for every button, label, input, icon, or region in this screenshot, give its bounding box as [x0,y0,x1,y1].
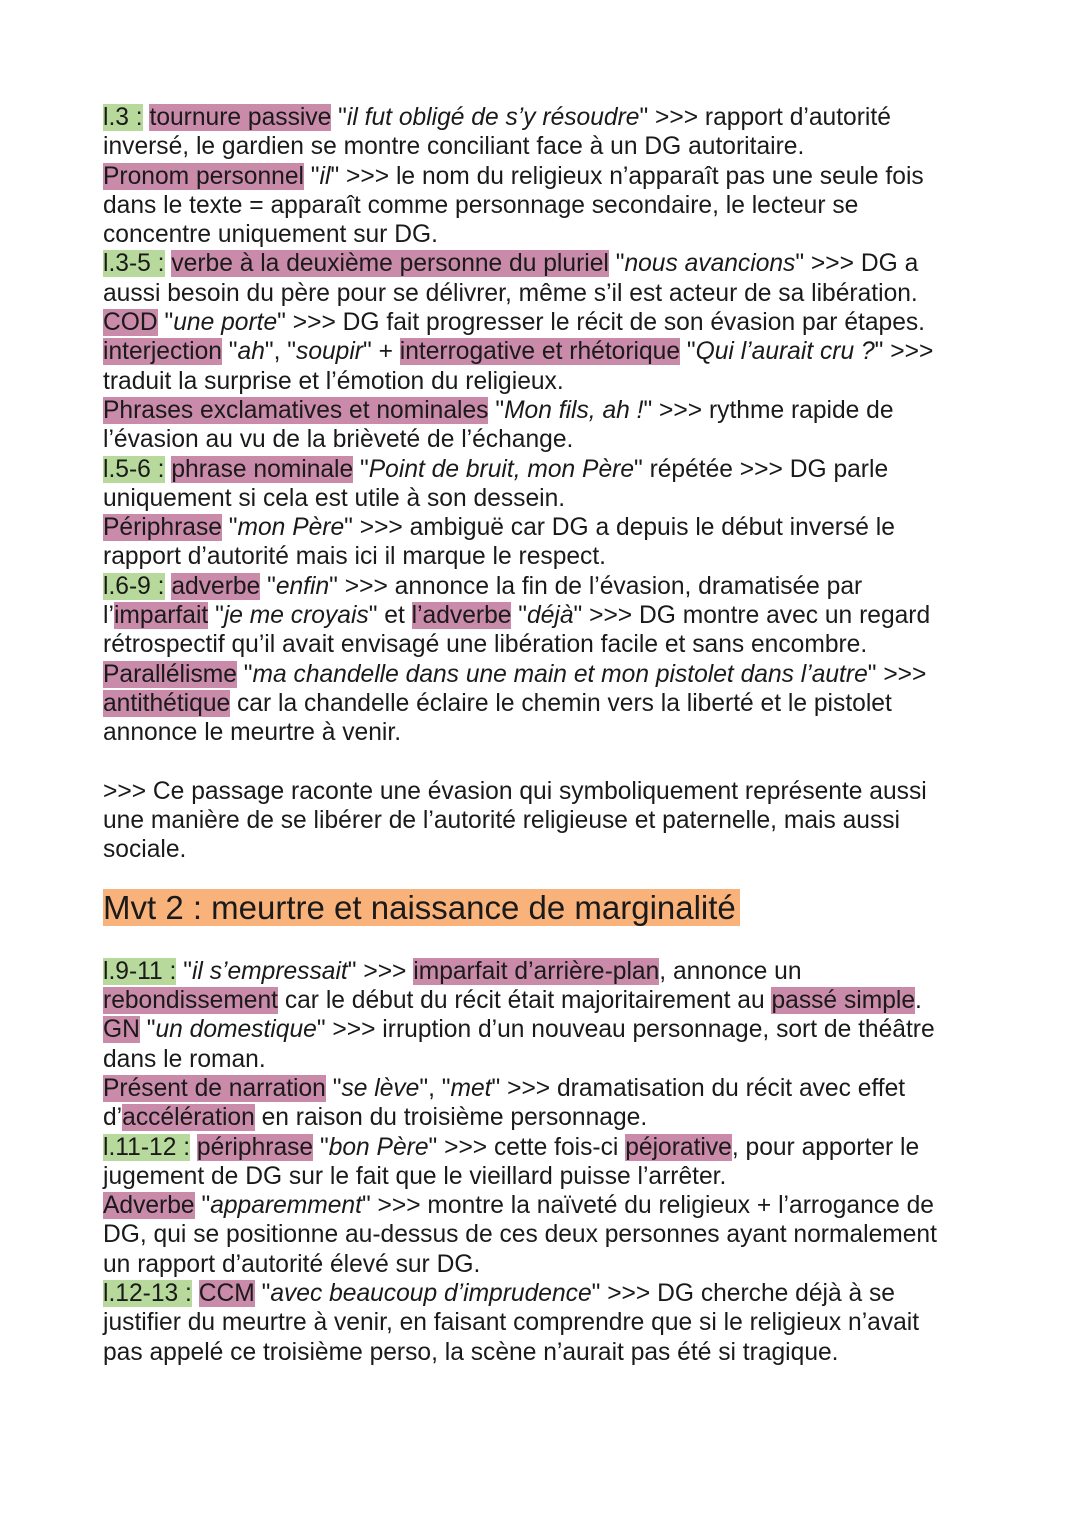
text-line: rapport d’autorité mais ici il marque le respect. [103,543,607,571]
figure-label: passé simple [771,987,916,1015]
line-reference: l.5-6 : [103,455,165,483]
text-line: l.3-5 : verbe à la deuxième personne du pluriel "nous avancions" >>> DG a [103,250,919,278]
quote: avec beaucoup d’imprudence [270,1279,592,1307]
figure-label: accélération [122,1104,255,1132]
text-line: sociale. [103,836,187,864]
figure-label: verbe à la deuxième personne du pluriel [171,250,609,278]
line-reference: l.11-12 : [103,1133,191,1161]
quote: bon Père [328,1133,429,1161]
text-line: GN "un domestique" >>> irruption d’un nouveau personnage, sort de théâtre [103,1016,935,1044]
line-reference: l.6-9 : [103,572,165,600]
text-line: d’accélération en raison du troisième personnage. [103,1104,648,1132]
figure-label: Pronom personnel [103,162,304,190]
figure-label: antithétique [103,689,231,717]
quote: déjà [527,602,574,630]
text-line: COD "une porte" >>> DG fait progresser le récit de son évasion par étapes. [103,309,926,337]
quote: il s’empressait [191,957,348,985]
quote: ah [237,338,265,366]
text-line: Adverbe "apparemment" >>> montre la naïveté du religieux + l’arrogance de [103,1192,934,1220]
figure-label: interjection [103,338,222,366]
text-line: Phrases exclamatives et nominales "Mon fils, ah !" >>> rythme rapide de [103,396,894,424]
figure-label: tournure passive [149,104,332,131]
text-line: l.5-6 : phrase nominale "Point de bruit, mon Père" répétée >>> DG parle [103,455,889,483]
quote: il fut obligé de s’y résoudre [346,104,640,131]
text-line: Présent de narration "se lève", "met" >>> dramatisation du récit avec effet [103,1074,906,1102]
line-reference: l.3 : [103,104,143,131]
figure-label: l’adverbe [411,602,512,630]
figure-label: COD [103,309,158,337]
quote: Qui l’aurait cru ? [695,338,875,366]
text-line: l.3 : tournure passive "il fut obligé de s’y résoudre" >>> rapport d’autorité [103,104,891,131]
text-line: dans le texte = apparaît comme personnage secondaire, le lecteur se [103,191,859,219]
text-line: concentre uniquement sur DG. [103,221,438,249]
line-reference: l.3-5 : [103,250,165,278]
figure-label: GN [103,1016,140,1044]
text-line: l’évasion au vu de la brièveté de l’échange. [103,426,574,454]
analysis-section-1 [103,103,983,748]
text-line: traduit la surprise et l’émotion du religieux. [103,367,564,395]
figure-label: Périphrase [103,514,222,542]
text-line: >>> Ce passage raconte une évasion qui symboliquement représente aussi [103,777,927,805]
quote: enfin [275,572,330,600]
figure-label: imparfait [113,602,209,630]
section-heading [103,887,983,929]
quote: nous avancions [624,250,796,278]
text-line: l’imparfait "je me croyais" et l’adverbe "déjà" >>> DG montre avec un regard [103,602,931,630]
quote: mon Père [237,514,345,542]
figure-label: péjorative [625,1133,732,1161]
quote: Mon fils, ah ! [504,396,644,424]
quote: une porte [173,309,278,337]
text-line: Parallélisme "ma chandelle dans une main et mon pistolet dans l’autre" >>> [103,660,927,688]
text-line: interjection "ah", "soupir" + interrogative et rhétorique "Qui l’aurait cru ?" >>> [103,338,934,366]
figure-label: CCM [198,1279,255,1307]
quote: il [319,162,331,190]
figure-label: phrase nominale [171,455,354,483]
figure-label: interrogative et rhétorique [399,338,681,366]
quote: ma chandelle dans une main et mon pistolet dans l’autre [252,660,868,688]
figure-label: Parallélisme [103,660,237,688]
text-line: l.12-13 : CCM "avec beaucoup d’imprudence" >>> DG cherche déjà à se [103,1279,895,1307]
document-page [103,103,983,1367]
text-line: l.9-11 : "il s’empressait" >>> imparfait d’arrière-plan, annonce un [103,957,802,985]
blank-line [103,748,983,777]
quote: un domestique [155,1016,317,1044]
figure-label: imparfait d’arrière-plan [413,957,660,985]
summary-paragraph [103,777,983,865]
text-line: Périphrase "mon Père" >>> ambiguë car DG a depuis le début inversé le [103,514,895,542]
text-line: l.6-9 : adverbe "enfin" >>> annonce la fin de l’évasion, dramatisée par [103,572,863,600]
text-line: antithétique car la chandelle éclaire le chemin vers la liberté et le pistolet [103,689,892,717]
figure-label: Présent de narration [103,1074,326,1102]
text-line: une manière de se libérer de l’autorité religieuse et paternelle, mais aussi [103,807,901,835]
figure-label: Phrases exclamatives et nominales [103,396,489,424]
heading-text: Mvt 2 : meurtre et naissance de marginalité [103,889,740,926]
text-line: DG, qui se positionne au-dessus de ces deux personnes ayant normalement [103,1221,937,1249]
text-line: un rapport d’autorité élevé sur DG. [103,1250,481,1278]
text-line: jugement de DG sur le fait que le vieillard puisse l’arrêter. [103,1162,727,1190]
text-line: justifier du meurtre à venir, en faisant comprendre que si le religieux n’avait [103,1309,920,1337]
line-reference: l.12-13 : [103,1279,192,1307]
quote: soupir [296,338,363,366]
figure-label: adverbe [171,572,261,600]
quote: Point de bruit, mon Père [368,455,634,483]
quote: se lève [341,1074,420,1102]
text-line: annonce le meurtre à venir. [103,719,402,747]
text-line: rétrospectif qu’il avait envisagé une libération facile et sans encombre. [103,631,868,659]
line-reference: l.9-11 : [103,957,177,985]
text-line: rebondissement car le début du récit était majoritairement au passé simple. [103,987,922,1015]
quote: je me croyais [223,602,369,630]
analysis-section-2 [103,957,983,1367]
text-line: l.11-12 : périphrase "bon Père" >>> cette fois-ci péjorative, pour apporter le [103,1133,920,1161]
figure-label: Adverbe [103,1192,195,1220]
quote: apparemment [210,1192,362,1220]
figure-label: rebondissement [103,987,278,1015]
quote: met [450,1074,492,1102]
figure-label: périphrase [196,1133,314,1161]
text-line: aussi besoin du père pour se délivrer, même s’il est acteur de sa libération. [103,279,918,307]
text-line: uniquement si cela est utile à son dessein. [103,484,566,512]
text-line: inversé, le gardien se montre conciliant face à un DG autoritaire. [103,133,805,161]
text-line: pas appelé ce troisième perso, la scène n’aurait pas été si tragique. [103,1338,839,1366]
text-line: Pronom personnel "il" >>> le nom du religieux n’apparaît pas une seule fois [103,162,924,190]
text-line: dans le roman. [103,1045,266,1073]
